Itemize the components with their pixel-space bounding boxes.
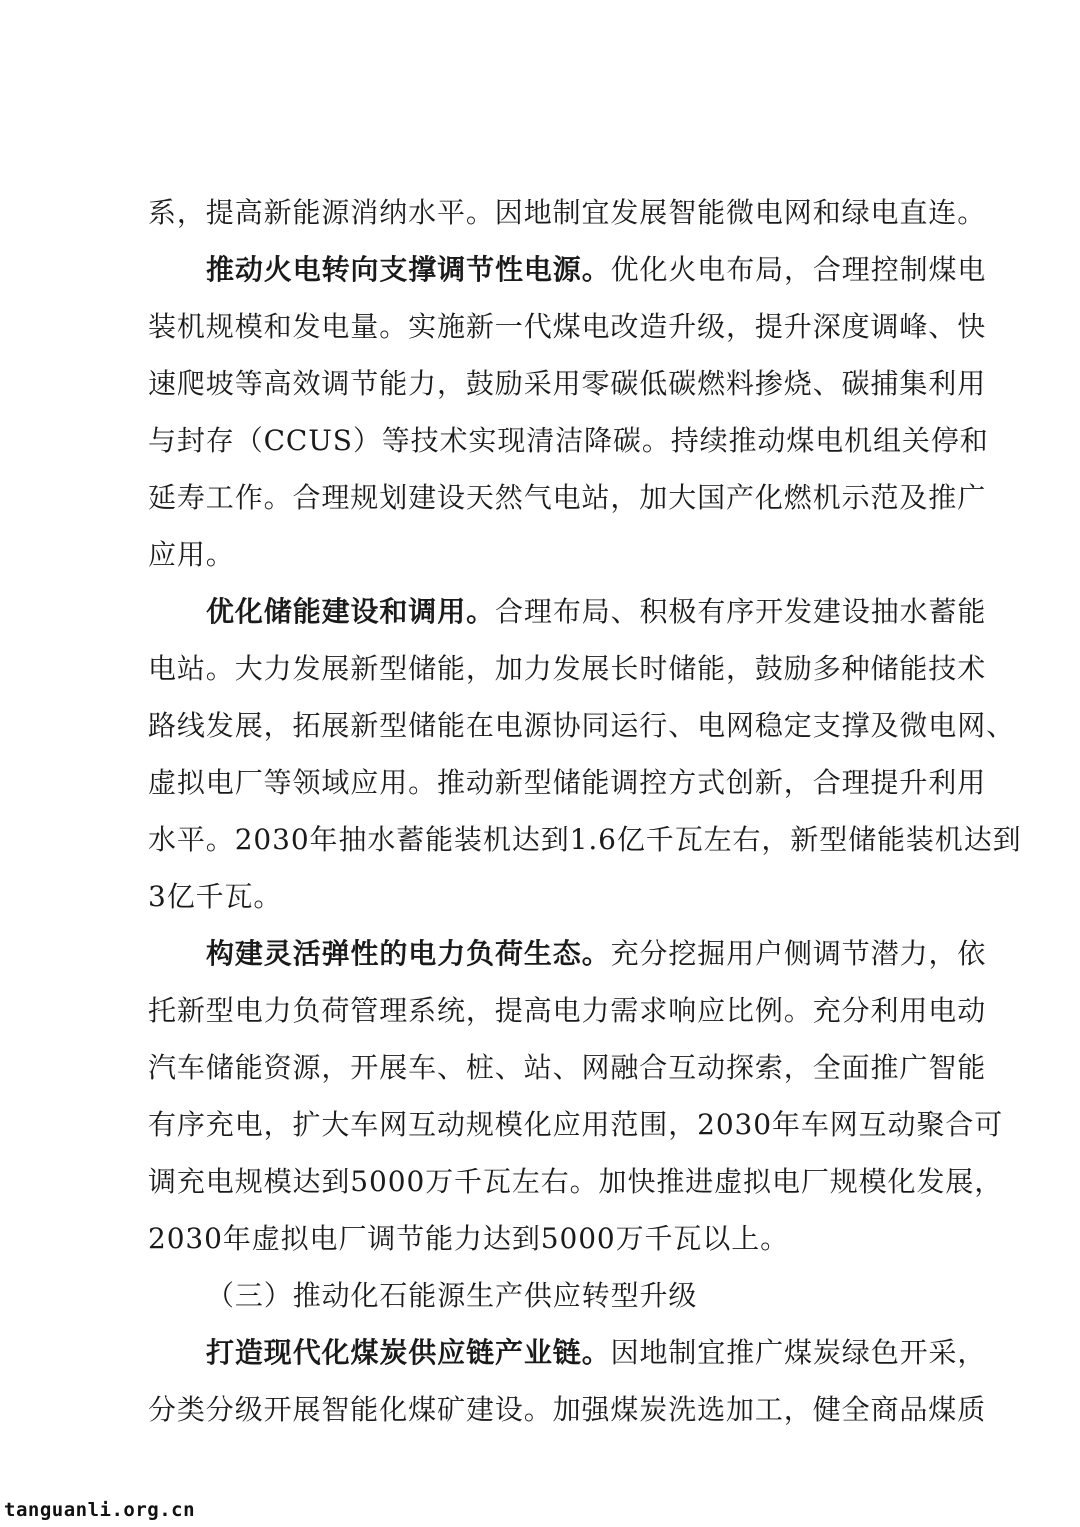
document-page [148, 184, 1022, 1438]
paragraph-energy-storage [148, 583, 1022, 925]
text-line: 有序充电，扩大车网互动规模化应用范围，2030年车网互动聚合可 [148, 1108, 1004, 1141]
paragraph-lead: 优化储能建设和调用。 [206, 595, 496, 628]
watermark: tanguanli.org.cn [4, 1499, 196, 1521]
text-line: 与封存（CCUS）等技术实现清洁降碳。持续推动煤电机组关停和 [148, 424, 989, 457]
paragraph-first-line [148, 925, 987, 982]
text-line: 路线发展，拓展新型储能在电源协同运行、电网稳定支撑及微电网、 [148, 709, 1016, 742]
text-line: 延寿工作。合理规划建设天然气电站，加大国产化燃机示范及推广 [148, 481, 987, 514]
paragraph-lead: 推动火电转向支撑调节性电源。 [206, 253, 611, 286]
text-line: 汽车储能资源，开展车、桩、站、网融合互动探索，全面推广智能 [148, 1051, 987, 1084]
section-heading [148, 1267, 938, 1324]
paragraph-first-line [148, 583, 987, 640]
text-line: 分类分级开展智能化煤矿建设。加强煤炭洗选加工，健全商品煤质 [148, 1393, 987, 1426]
text-line: 水平。2030年抽水蓄能装机达到1.6亿千瓦左右，新型储能装机达到 [148, 823, 1022, 856]
text-line: 速爬坡等高效调节能力，鼓励采用零碳低碳燃料掺烧、碳捕集利用 [148, 367, 987, 400]
paragraph-coal-supply [148, 1324, 987, 1438]
text-line: 系，提高新能源消纳水平。因地制宜发展智能微电网和绿电直连。 [148, 196, 987, 229]
paragraph-first-line-rest: 充分挖掘用户侧调节潜力，依 [610, 937, 987, 970]
text-line: 应用。 [148, 538, 235, 571]
paragraph-thermal-power [148, 241, 989, 583]
paragraph-lead: 打造现代化煤炭供应链产业链。 [206, 1336, 611, 1369]
paragraph-continuation [148, 184, 987, 241]
paragraph-first-line-rest: 因地制宜推广煤炭绿色开采， [610, 1336, 987, 1369]
paragraph-first-line-rest: 优化火电布局，合理控制煤电 [610, 253, 987, 286]
paragraph-lead: 构建灵活弹性的电力负荷生态。 [206, 937, 611, 970]
text-line: 虚拟电厂等领域应用。推动新型储能调控方式创新，合理提升利用 [148, 766, 987, 799]
section-heading-text: （三）推动化石能源生产供应转型升级 [206, 1279, 698, 1312]
paragraph-first-line [148, 1324, 987, 1381]
text-line: 3亿千瓦。 [148, 880, 283, 913]
text-line: 2030年虚拟电厂调节能力达到5000万千瓦以上。 [148, 1222, 790, 1255]
paragraph-first-line [148, 241, 987, 298]
text-line: 托新型电力负荷管理系统，提高电力需求响应比例。充分利用电动 [148, 994, 987, 1027]
text-line: 电站。大力发展新型储能，加力发展长时储能，鼓励多种储能技术 [148, 652, 987, 685]
text-line: 调充电规模达到5000万千瓦左右。加快推进虚拟电厂规模化发展， [148, 1165, 1004, 1198]
paragraph-load-ecosystem [148, 925, 1004, 1267]
text-line: 装机规模和发电量。实施新一代煤电改造升级，提升深度调峰、快 [148, 310, 987, 343]
paragraph-first-line-rest: 合理布局、积极有序开发建设抽水蓄能 [495, 595, 987, 628]
